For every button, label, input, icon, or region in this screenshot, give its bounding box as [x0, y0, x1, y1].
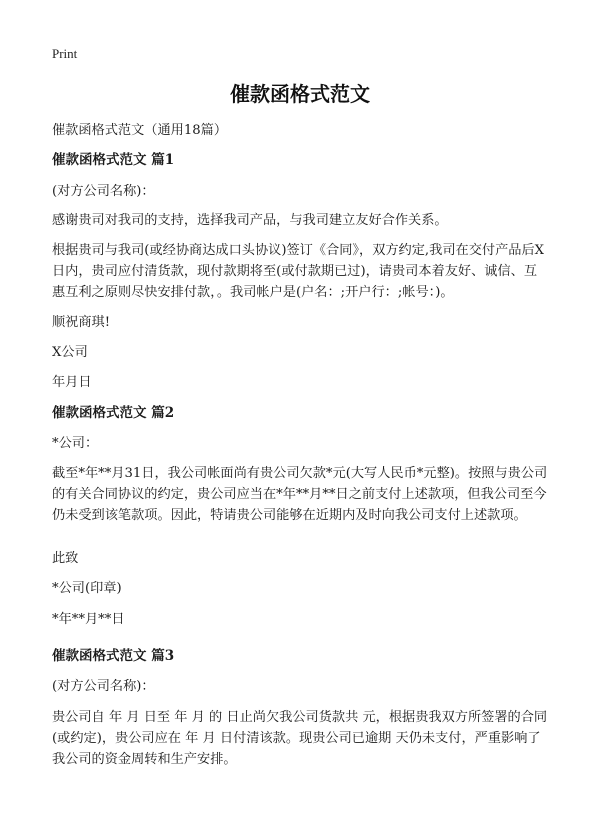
section-heading: 催款函格式范文 篇2 — [52, 405, 175, 421]
signature: *公司(印章) — [52, 581, 122, 596]
paragraph: 根据贵司与我司(或经协商达成口头协议)签订《合同》，双方约定,我司在交付产品后X日内，贵司应付清货款，现付款期将至(或付款期已过)，请贵司本着友好、诚信、互惠互利之原则尽快安排付款，。我司帐户是(户名：;开户行：;帐号：)。 — [52, 243, 545, 300]
salutation: (对方公司名称)： — [52, 184, 155, 199]
closing: 此致 — [52, 551, 79, 566]
document-subtitle: 催款函格式范文（通用18篇） — [52, 123, 228, 138]
date-line: 年月日 — [52, 375, 92, 390]
document-title: 催款函格式范文 — [230, 82, 370, 106]
section-heading: 催款函格式范文 篇3 — [52, 648, 175, 664]
paragraph: 贵公司自 年 月 日至 年 月 的 日止尚欠我公司货款共 元，根据贵我双方所签署的合同(或约定)，贵公司应在 年 月 日付清该款。现贵公司已逾期 天仍未支付，严重影响了我公司的资金周转和生产安排。 — [52, 710, 548, 767]
signature: X公司 — [52, 345, 88, 360]
salutation: *公司： — [52, 436, 99, 451]
date-line: *年**月**日 — [52, 612, 125, 627]
section-heading: 催款函格式范文 篇1 — [52, 152, 175, 168]
closing: 顺祝商琪! — [52, 315, 111, 330]
salutation: (对方公司名称)： — [52, 679, 155, 694]
paragraph: 感谢贵司对我司的支持，选择我司产品，与我司建立友好合作关系。 — [52, 213, 448, 228]
paragraph: 截至*年**月31日，我公司帐面尚有贵公司欠款*元(大写人民币*元整)。按照与贵公司的有关合同协议的约定，贵公司应当在*年**月**日之前支付上述款项，但我公司至今仍未受到该笔款项。因此，特请贵公司能够在近期内及时向我公司支付上述款项。 — [52, 466, 548, 523]
print-link[interactable]: Print — [52, 46, 78, 61]
